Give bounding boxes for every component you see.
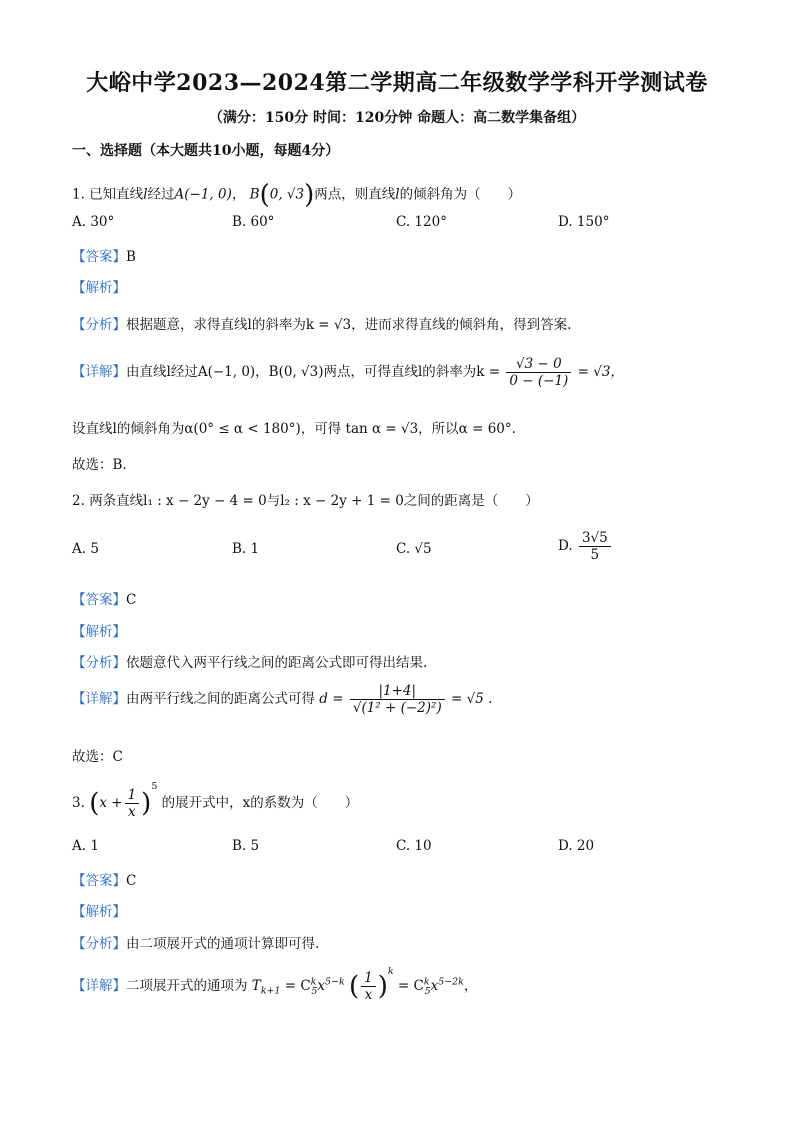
question-number: 1. — [72, 186, 85, 203]
exponent: 5 — [151, 781, 158, 792]
exam-subtitle: （满分：150分 时间：120分钟 命题人：高二数学集备组） — [208, 110, 586, 126]
xiangjie-text: 由两平行线之间的距离公式可得 — [126, 691, 315, 708]
combination-c: = C — [397, 978, 424, 994]
q1-analysis — [72, 276, 126, 296]
fenxi-text: 根据题意，求得直线l的斜率为k = √3，进而求得直线的倾斜角，得到答案. — [126, 317, 572, 333]
fenxi-tag: 【分析】 — [72, 936, 126, 952]
question-3 — [72, 781, 358, 820]
q3-answer — [72, 869, 136, 889]
q3-fenxi — [72, 932, 319, 952]
q2-analysis — [72, 620, 126, 640]
fraction-denominator: x — [128, 804, 136, 820]
fraction-denominator: x — [364, 987, 373, 1003]
q3-option-d: D. 20 — [558, 838, 595, 854]
fenxi-text: 由二项展开式的通项计算即可得. — [126, 936, 320, 952]
answer-tag: 【答案】 — [72, 873, 126, 889]
c-superscript: k — [423, 976, 430, 988]
xiangjie-tag: 【详解】 — [72, 978, 126, 994]
fraction-denominator: √(1² + (−2)²) — [352, 700, 442, 717]
point-b-coords: 0, √3 — [269, 186, 305, 203]
option-d-fraction — [579, 530, 611, 563]
paren: ) — [304, 180, 315, 210]
q1-detail-line2: 设直线l的倾斜角为α(0° ≤ α < 180°)，可得 tan α = √3，所以α = 60°. — [72, 421, 516, 437]
q1-option-b: B. 60° — [232, 214, 275, 230]
xiangjie-tag: 【详解】 — [72, 364, 126, 381]
q1-select: 故选：B. — [72, 457, 127, 473]
question-2 — [72, 489, 539, 509]
general-term: $T_{k+1} = C^k_5x^{5-k}$ ( $\frac{1}{x}$ )$^k = C^k_5x^{5-2k}$， — [251, 966, 478, 1003]
q3-text: 的展开式中，x的系数为（ ） — [161, 795, 359, 811]
paren: ( — [259, 180, 270, 210]
distance-fraction — [350, 683, 445, 716]
q2-answer — [72, 588, 136, 608]
xiangjie-text: 由直线l经过A(−1, 0)，B(0, √3)两点，可得直线l的斜率为k = — [126, 364, 501, 381]
q2-option-c: C. √5 — [396, 541, 432, 557]
c-subscript: 5 — [424, 985, 431, 997]
answer-value: C — [126, 592, 137, 608]
answer-value: B — [126, 249, 136, 265]
option-label: D. — [558, 538, 573, 555]
expr-x: x + — [99, 795, 123, 811]
q3-option-a: A. 1 — [72, 838, 99, 854]
fraction-numerator: |1+4| — [350, 683, 445, 700]
answer-tag: 【答案】 — [72, 249, 126, 265]
q1-text: 已知直线 — [89, 186, 144, 203]
fraction-numerator: √3 − 0 — [506, 356, 571, 373]
point-a: A(−1, 0) — [174, 186, 232, 203]
question-1 — [72, 182, 521, 208]
fraction-numerator: 1 — [125, 787, 140, 804]
distance-result: = √5 . — [451, 691, 493, 708]
paren: ) — [377, 971, 388, 1002]
q3-option-c: C. 10 — [396, 838, 432, 854]
q3-option-b: B. 5 — [232, 838, 260, 854]
slope-fraction — [506, 356, 571, 389]
fraction-numerator: 3√5 — [579, 530, 611, 547]
analysis-tag: 【解析】 — [72, 904, 126, 920]
q2-xiangjie — [72, 683, 492, 716]
var-l: l — [395, 186, 400, 203]
fenxi-tag: 【分析】 — [72, 655, 126, 671]
q2-select: 故选：C — [72, 749, 123, 765]
section-heading: 一、选择题（本大题共10小题，每题4分） — [72, 143, 340, 159]
term-t: T — [251, 978, 261, 994]
question-number: 3. — [72, 795, 85, 811]
q2-option-a: A. 5 — [72, 541, 99, 557]
q2-option-b: B. 1 — [232, 541, 260, 557]
exam-title: 大峪中学2023—2024第二学期高二年级数学学科开学测试卷 — [86, 70, 708, 96]
answer-tag: 【答案】 — [72, 592, 126, 608]
var-l: l — [143, 186, 148, 203]
point-b-label: B — [249, 186, 260, 203]
q1-xiangjie — [72, 356, 624, 389]
q1-answer — [72, 245, 136, 265]
distance-eq: d = — [319, 691, 344, 708]
x-exponent: 5−2k — [438, 976, 464, 988]
term-fraction — [361, 970, 376, 1003]
q1-option-d: D. 150° — [558, 214, 610, 230]
fraction-denominator: 5 — [590, 547, 600, 564]
paren: ) — [141, 788, 152, 819]
q2-fenxi — [72, 651, 427, 671]
c-subscript: 5 — [311, 985, 318, 997]
fraction-denominator: 0 − (−1) — [509, 373, 569, 390]
c-superscript: k — [310, 976, 317, 988]
q1-option-c: C. 120° — [396, 214, 447, 230]
answer-value: C — [126, 873, 137, 889]
punct: ， — [463, 978, 478, 994]
combination-c: = C — [284, 978, 311, 994]
q1-text: 经过 — [147, 186, 175, 203]
q1-text: 两点，则直线 — [314, 186, 396, 203]
q2-option-d — [558, 530, 613, 563]
term-subscript: k+1 — [260, 985, 281, 997]
paren: ( — [348, 971, 360, 1002]
fenxi-tag: 【分析】 — [72, 317, 126, 333]
q2-text: 两条直线l₁ : x − 2y − 4 = 0与l₂ : x − 2y + 1 = 0之间的距离是（ ） — [89, 493, 539, 509]
xiangjie-text: = √3， — [577, 364, 624, 381]
x-exponent: 5−k — [325, 976, 345, 988]
xiangjie-tag: 【详解】 — [72, 691, 126, 708]
analysis-tag: 【解析】 — [72, 280, 126, 296]
q1-text: 的倾斜角为（ ） — [399, 186, 522, 203]
question-number: 2. — [72, 493, 85, 509]
q1-fenxi — [72, 313, 571, 333]
q1-option-a: A. 30° — [72, 214, 115, 230]
exponent: k — [387, 966, 394, 977]
fenxi-text: 依题意代入两平行线之间的距离公式即可得出结果. — [126, 655, 428, 671]
expr-fraction — [125, 787, 140, 820]
q1-text: ， — [231, 186, 246, 203]
q3-analysis — [72, 900, 126, 920]
q3-xiangjie — [72, 966, 477, 1003]
xiangjie-text: 二项展开式的通项为 — [126, 978, 248, 994]
paren: ( — [89, 788, 100, 819]
fraction-numerator: 1 — [361, 970, 376, 987]
analysis-tag: 【解析】 — [72, 624, 126, 640]
